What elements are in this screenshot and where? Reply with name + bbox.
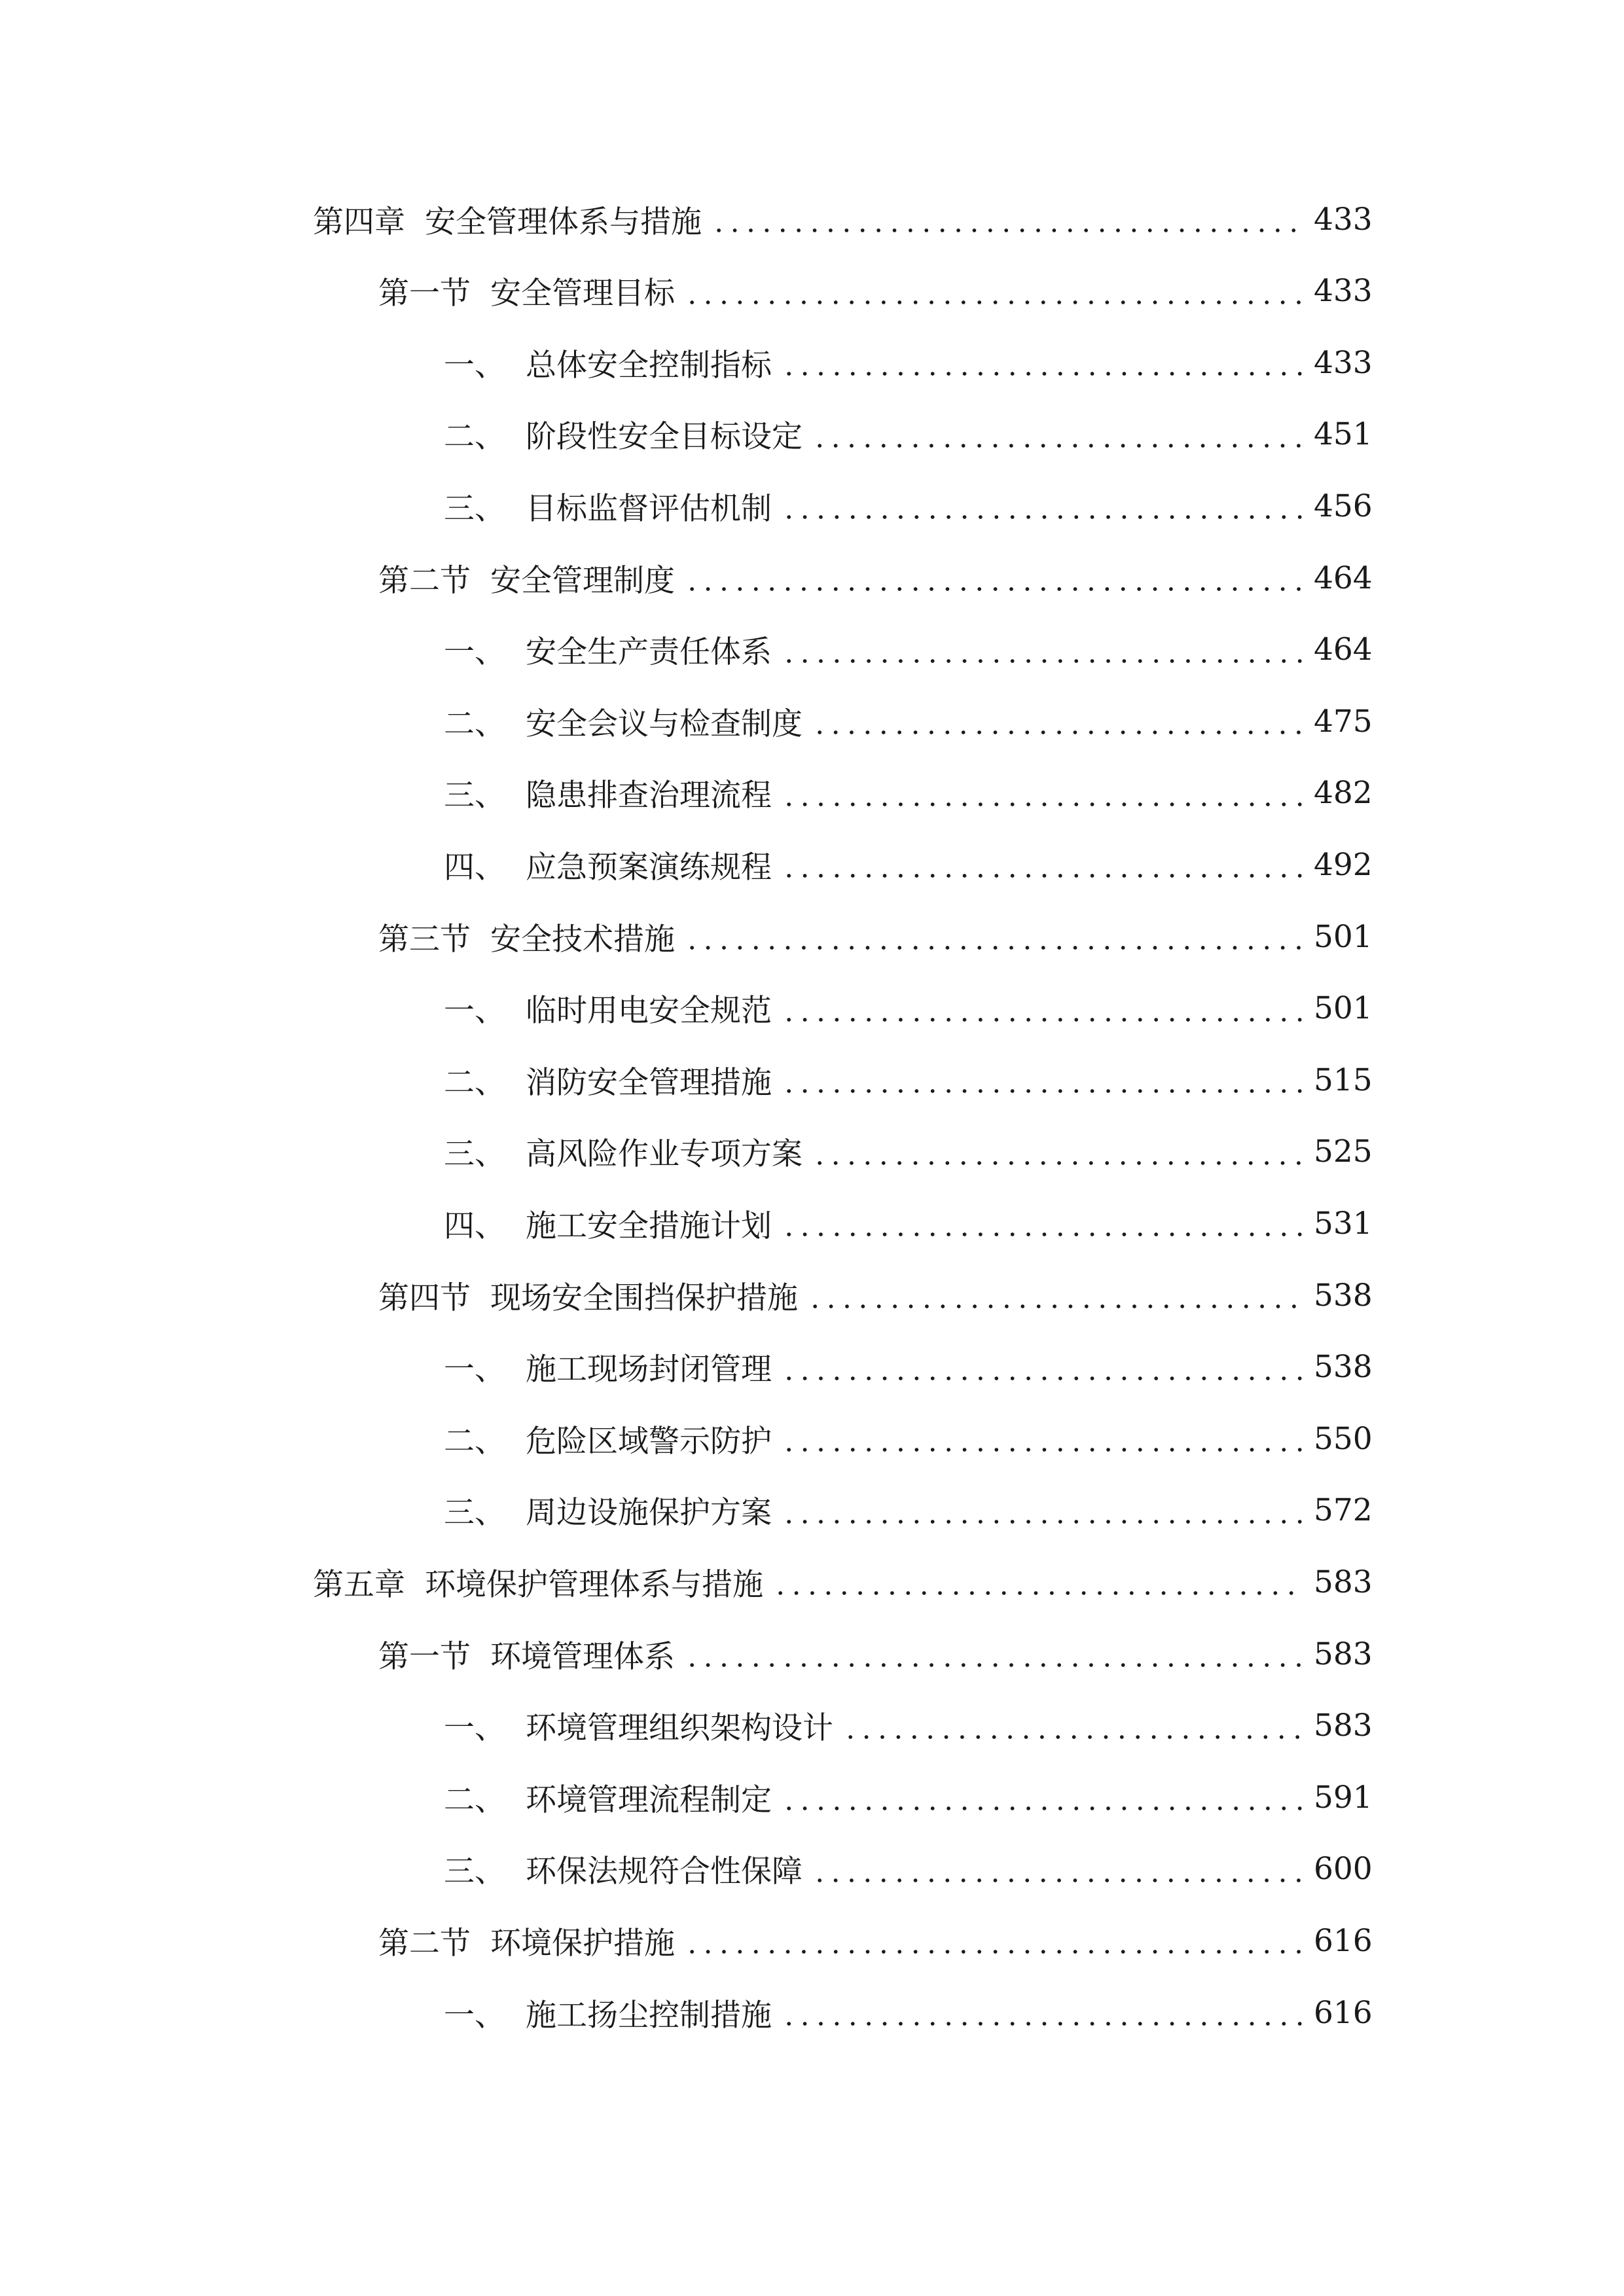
toc-entry-title: 临时用电安全规范 bbox=[526, 993, 772, 1030]
dot-leader bbox=[781, 2022, 1303, 2026]
toc-entry-number: 第三节 bbox=[378, 921, 471, 958]
dot-leader bbox=[781, 1520, 1303, 1524]
toc-entry-title: 消防安全管理措施 bbox=[526, 1064, 772, 1101]
toc-entry-page-number: 583 bbox=[1314, 1636, 1373, 1672]
toc-entry[interactable] bbox=[0, 1914, 1624, 1967]
toc-entry[interactable] bbox=[0, 1986, 1624, 2039]
toc-entry-number: 四、 bbox=[444, 849, 505, 886]
toc-entry-page-number: 464 bbox=[1314, 632, 1373, 668]
toc-entry-page-number: 433 bbox=[1314, 273, 1373, 310]
toc-entry-title: 总体安全控制指标 bbox=[526, 347, 772, 384]
toc-entry[interactable] bbox=[0, 1843, 1624, 1895]
toc-entry[interactable] bbox=[0, 982, 1624, 1035]
toc-entry[interactable] bbox=[0, 767, 1624, 819]
toc-entry[interactable] bbox=[0, 910, 1624, 963]
toc-entry[interactable] bbox=[0, 1341, 1624, 1393]
dot-leader bbox=[807, 1304, 1303, 1308]
toc-entry-title: 环境管理组织架构设计 bbox=[526, 1710, 833, 1747]
toc-entry[interactable] bbox=[0, 552, 1624, 604]
toc-entry-number: 一、 bbox=[444, 634, 505, 671]
toc-entry-page-number: 583 bbox=[1314, 1708, 1373, 1744]
toc-entry-title: 安全技术措施 bbox=[490, 921, 675, 958]
toc-entry-page-number: 591 bbox=[1314, 1779, 1373, 1816]
toc-entry-number: 二、 bbox=[444, 1423, 505, 1460]
toc-entry[interactable] bbox=[0, 408, 1624, 461]
dot-leader bbox=[781, 1806, 1303, 1810]
toc-entry-page-number: 501 bbox=[1314, 990, 1373, 1027]
toc-entry-title: 应急预案演练规程 bbox=[526, 849, 772, 886]
toc-entry[interactable] bbox=[0, 1197, 1624, 1249]
toc-entry[interactable] bbox=[0, 1556, 1624, 1608]
toc-entry-page-number: 433 bbox=[1314, 344, 1373, 381]
dot-leader bbox=[684, 300, 1303, 304]
toc-entry-title: 现场安全围挡保护措施 bbox=[490, 1280, 798, 1316]
toc-entry-page-number: 482 bbox=[1314, 775, 1373, 812]
toc-entry-number: 四、 bbox=[444, 1208, 505, 1244]
dot-leader bbox=[684, 1950, 1303, 1954]
toc-entry-title: 环保法规符合性保障 bbox=[526, 1854, 803, 1890]
toc-entry-page-number: 538 bbox=[1314, 1349, 1373, 1386]
toc-entry[interactable] bbox=[0, 1269, 1624, 1321]
dot-leader bbox=[812, 730, 1303, 734]
toc-entry-number: 二、 bbox=[444, 1782, 505, 1818]
toc-entry-number: 第一节 bbox=[378, 276, 471, 312]
toc-entry-page-number: 572 bbox=[1314, 1492, 1373, 1529]
dot-leader bbox=[781, 515, 1303, 519]
toc-entry-page-number: 600 bbox=[1314, 1851, 1373, 1888]
toc-entry[interactable] bbox=[0, 336, 1624, 389]
toc-entry[interactable] bbox=[0, 193, 1624, 245]
dot-leader bbox=[684, 1663, 1303, 1667]
toc-entry-title: 环境保护措施 bbox=[490, 1925, 675, 1962]
toc-entry-page-number: 433 bbox=[1314, 201, 1373, 238]
toc-entry-page-number: 456 bbox=[1314, 488, 1373, 524]
toc-entry-number: 三、 bbox=[444, 1854, 505, 1890]
toc-entry-number: 第二节 bbox=[378, 1925, 471, 1962]
toc-entry-page-number: 550 bbox=[1314, 1420, 1373, 1457]
toc-entry-title: 安全管理体系与措施 bbox=[425, 204, 702, 240]
toc-entry-page-number: 616 bbox=[1314, 1994, 1373, 2031]
dot-leader bbox=[781, 874, 1303, 878]
dot-leader bbox=[812, 444, 1303, 448]
dot-leader bbox=[711, 228, 1303, 232]
toc-entry-title: 施工安全措施计划 bbox=[526, 1208, 772, 1244]
toc-entry-number: 第五章 bbox=[313, 1566, 405, 1603]
dot-leader bbox=[772, 1591, 1303, 1595]
toc-entry-title: 阶段性安全目标设定 bbox=[526, 419, 803, 456]
toc-entry-number: 一、 bbox=[444, 347, 505, 384]
toc-entry[interactable] bbox=[0, 695, 1624, 747]
dot-leader bbox=[781, 1376, 1303, 1380]
toc-entry-title: 环境管理体系 bbox=[490, 1638, 675, 1675]
toc-entry-page-number: 515 bbox=[1314, 1062, 1373, 1098]
toc-entry[interactable] bbox=[0, 1484, 1624, 1537]
toc-entry-number: 三、 bbox=[444, 1136, 505, 1173]
toc-entry-title: 高风险作业专项方案 bbox=[526, 1136, 803, 1173]
toc-entry-title: 环境保护管理体系与措施 bbox=[425, 1566, 763, 1603]
toc-entry-page-number: 492 bbox=[1314, 846, 1373, 883]
toc-entry[interactable] bbox=[0, 265, 1624, 317]
toc-entry-number: 二、 bbox=[444, 706, 505, 742]
toc-entry-title: 目标监督评估机制 bbox=[526, 490, 772, 527]
dot-leader bbox=[781, 1018, 1303, 1022]
toc-entry[interactable] bbox=[0, 624, 1624, 676]
toc-entry-page-number: 464 bbox=[1314, 560, 1373, 596]
toc-entry-number: 三、 bbox=[444, 1495, 505, 1532]
toc-entry[interactable] bbox=[0, 1054, 1624, 1106]
toc-entry[interactable] bbox=[0, 480, 1624, 532]
toc-entry-title: 安全管理制度 bbox=[490, 562, 675, 599]
toc-entry-page-number: 538 bbox=[1314, 1277, 1373, 1314]
dot-leader bbox=[781, 659, 1303, 663]
dot-leader bbox=[684, 946, 1303, 950]
toc-entry-title: 周边设施保护方案 bbox=[526, 1495, 772, 1532]
toc-entry-number: 第四章 bbox=[313, 204, 405, 240]
toc-entry-number: 二、 bbox=[444, 1064, 505, 1101]
toc-entry[interactable] bbox=[0, 1412, 1624, 1465]
toc-entry-page-number: 525 bbox=[1314, 1134, 1373, 1170]
toc-entry-page-number: 616 bbox=[1314, 1922, 1373, 1959]
toc-entry-title: 施工现场封闭管理 bbox=[526, 1352, 772, 1388]
toc-entry-page-number: 531 bbox=[1314, 1205, 1373, 1242]
toc-entry-number: 一、 bbox=[444, 1997, 505, 2034]
dot-leader bbox=[781, 1448, 1303, 1452]
dot-leader bbox=[781, 1089, 1303, 1093]
toc-entry-number: 第四节 bbox=[378, 1280, 471, 1316]
dot-leader bbox=[842, 1735, 1303, 1739]
dot-leader bbox=[812, 1878, 1303, 1882]
toc-entry-title: 安全管理目标 bbox=[490, 276, 675, 312]
dot-leader bbox=[684, 587, 1303, 591]
toc-entry[interactable] bbox=[0, 1700, 1624, 1752]
toc-entry-title: 施工扬尘控制措施 bbox=[526, 1997, 772, 2034]
toc-entry[interactable] bbox=[0, 1628, 1624, 1680]
dot-leader bbox=[781, 802, 1303, 806]
toc-entry[interactable] bbox=[0, 1771, 1624, 1823]
toc-entry-title: 安全会议与检查制度 bbox=[526, 706, 803, 742]
toc-entry-number: 一、 bbox=[444, 1352, 505, 1388]
dot-leader bbox=[781, 372, 1303, 376]
toc-entry-number: 一、 bbox=[444, 1710, 505, 1747]
dot-leader bbox=[812, 1161, 1303, 1165]
toc-entry-number: 一、 bbox=[444, 993, 505, 1030]
toc-entry-page-number: 475 bbox=[1314, 703, 1373, 740]
dot-leader bbox=[781, 1232, 1303, 1236]
toc-entry[interactable] bbox=[0, 838, 1624, 891]
toc-entry[interactable] bbox=[0, 1126, 1624, 1178]
toc-entry-page-number: 583 bbox=[1314, 1564, 1373, 1600]
toc-entry-number: 二、 bbox=[444, 419, 505, 456]
toc-entry-number: 第一节 bbox=[378, 1638, 471, 1675]
toc-entry-page-number: 501 bbox=[1314, 918, 1373, 955]
toc-entry-title: 环境管理流程制定 bbox=[526, 1782, 772, 1818]
toc-entry-title: 危险区域警示防护 bbox=[526, 1423, 772, 1460]
toc-entry-number: 第二节 bbox=[378, 562, 471, 599]
toc-entry-number: 三、 bbox=[444, 490, 505, 527]
toc-entry-page-number: 451 bbox=[1314, 416, 1373, 453]
toc-entry-title: 安全生产责任体系 bbox=[526, 634, 772, 671]
toc-entry-number: 三、 bbox=[444, 778, 505, 814]
toc-entry-title: 隐患排查治理流程 bbox=[526, 778, 772, 814]
